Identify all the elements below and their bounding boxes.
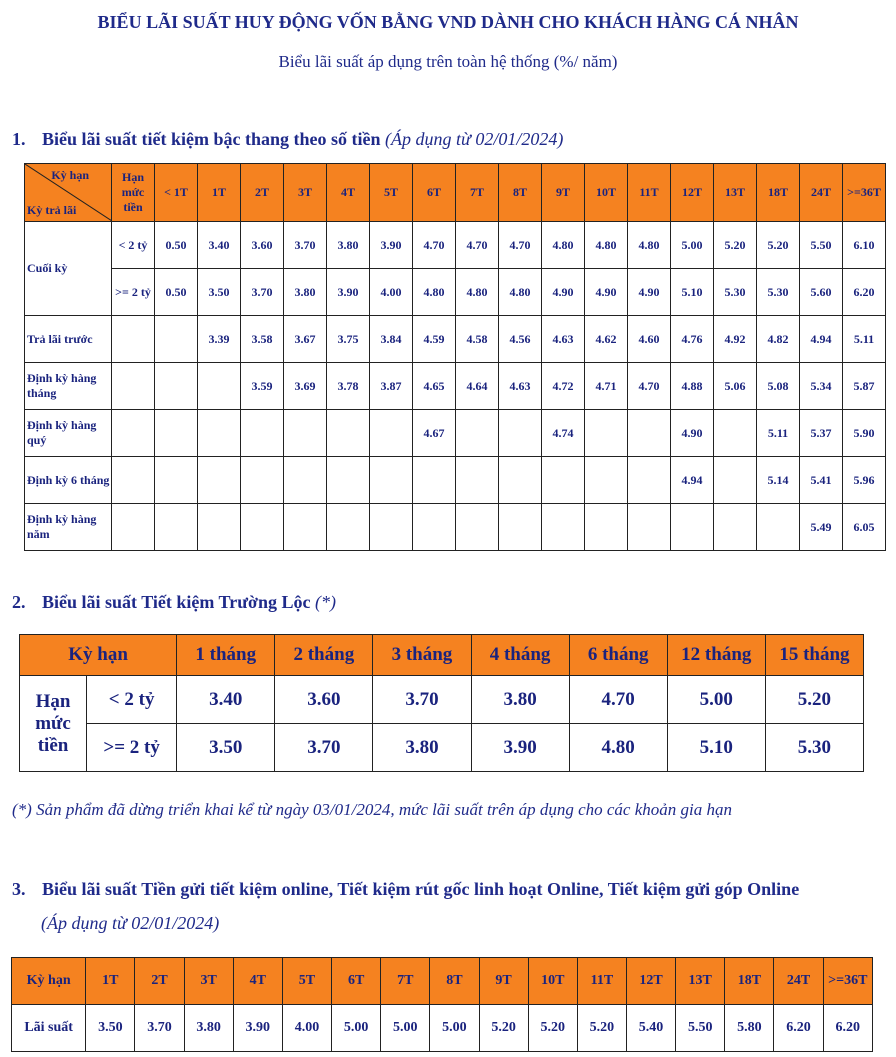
rate-cell: 5.11 [843,316,886,363]
rate-cell: 4.64 [456,363,499,410]
rate-cell: 3.70 [275,724,373,772]
rate-cell: 5.20 [577,1005,626,1052]
online-savings-table [11,957,873,1052]
term-header-cell: 12 tháng [667,635,765,676]
term-header-cell: 5T [370,164,413,222]
rate-cell: 6.10 [843,222,886,269]
rate-cell: 3.80 [184,1005,233,1052]
rate-cell: 3.90 [233,1005,282,1052]
rate-cell: 4.90 [628,269,671,316]
rate-cell: 5.37 [800,410,843,457]
table-header-row [20,635,864,676]
term-header-cell: 8T [430,958,479,1005]
rate-cell: 4.60 [628,316,671,363]
rate-cell: 5.60 [800,269,843,316]
rate-cell: 3.90 [327,269,370,316]
rate-cell: 3.59 [241,363,284,410]
table-row [20,724,864,772]
term-header-cell: 1T [86,958,135,1005]
rate-cell: 5.30 [714,269,757,316]
rate-cell [155,410,198,457]
rate-cell: 3.70 [241,269,284,316]
rate-cell: 3.80 [284,269,327,316]
term-header-cell: 4T [327,164,370,222]
rate-cell [198,457,241,504]
limit-cell: < 2 tỷ [87,676,177,724]
rate-cell [198,363,241,410]
rate-cell [155,457,198,504]
rate-cell [155,316,198,363]
term-header-cell: 11T [577,958,626,1005]
rate-cell: 6.20 [843,269,886,316]
rate-cell: 5.08 [757,363,800,410]
term-header-cell: 6T [413,164,456,222]
row-label: Định kỳ hàng quý [25,410,112,457]
rate-cell [370,504,413,551]
term-header-cell: 4 tháng [471,635,569,676]
term-header-cell: 12T [671,164,714,222]
rate-cell [456,504,499,551]
row-label: Định kỳ hàng tháng [25,363,112,410]
rate-cell: 5.00 [671,222,714,269]
term-header-cell: 18T [725,958,774,1005]
limit-cell: >= 2 tỷ [112,269,155,316]
rate-cell [155,504,198,551]
rate-cell [327,410,370,457]
rate-cell: 3.69 [284,363,327,410]
table-row [25,222,886,269]
limit-cell [112,457,155,504]
table-row [20,676,864,724]
section2-note: (*) Sản phẩm đã dừng triển khai kể từ ngày 03/01/2024, mức lãi suất trên áp dụng cho các khoản gia hạn [12,800,732,819]
diagonal-header-cell [25,164,112,222]
term-header-cell: 13T [676,958,725,1005]
table-row [25,363,886,410]
section3-title: Biểu lãi suất Tiền gửi tiết kiệm online, Tiết kiệm rút gốc linh hoạt Online, Tiết kiệm gửi góp Online [42,879,800,899]
rate-cell: 4.82 [757,316,800,363]
rate-cell [714,504,757,551]
rate-cell [155,363,198,410]
rate-cell [714,410,757,457]
term-header-cell: 2T [135,958,184,1005]
rate-cell: 5.34 [800,363,843,410]
limit-group-label: Hạn mức tiền [20,676,87,772]
section2-mark: (*) [314,592,336,612]
rate-cell: 3.67 [284,316,327,363]
rate-cell [628,410,671,457]
rate-cell: 5.10 [667,724,765,772]
rate-cell [413,457,456,504]
rate-cell [585,457,628,504]
rate-cell: 3.90 [370,222,413,269]
rate-cell [499,457,542,504]
rate-cell: 5.20 [528,1005,577,1052]
rate-cell: 5.50 [676,1005,725,1052]
rate-cell [628,457,671,504]
term-header-cell: < 1T [155,164,198,222]
row-label: Định kỳ hàng năm [25,504,112,551]
rate-cell: 5.00 [381,1005,430,1052]
tiered-savings-table [24,163,886,551]
rate-cell: 5.20 [714,222,757,269]
rate-cell: 4.63 [542,316,585,363]
rate-cell: 3.60 [275,676,373,724]
rate-cell: 4.80 [628,222,671,269]
rate-cell: 3.50 [198,269,241,316]
rate-cell: 5.87 [843,363,886,410]
rate-cell: 5.14 [757,457,800,504]
rate-cell: 5.20 [757,222,800,269]
rate-cell: 4.76 [671,316,714,363]
term-header-cell: 15 tháng [765,635,863,676]
rate-cell: 3.60 [241,222,284,269]
rate-cell: 3.84 [370,316,413,363]
rate-cell: 3.50 [177,724,275,772]
table-header-row [12,958,873,1005]
rate-cell: 4.80 [542,222,585,269]
rate-cell [585,504,628,551]
rate-cell: 4.90 [585,269,628,316]
rate-cell: 4.80 [456,269,499,316]
term-header: Kỳ hạn [20,635,177,676]
rate-cell: 5.50 [800,222,843,269]
rate-cell [327,504,370,551]
rate-cell [671,504,714,551]
term-header-cell: 3T [184,958,233,1005]
rate-cell: 5.20 [479,1005,528,1052]
limit-cell [112,316,155,363]
rate-cell: 5.20 [765,676,863,724]
table-row [25,457,886,504]
rate-cell: 3.80 [373,724,471,772]
rate-cell: 3.75 [327,316,370,363]
rate-cell [284,410,327,457]
rate-cell: 3.70 [373,676,471,724]
rate-cell: 3.87 [370,363,413,410]
rate-cell: 5.00 [332,1005,381,1052]
term-header-cell: 5T [282,958,331,1005]
rate-cell: 5.90 [843,410,886,457]
rate-cell: 3.40 [177,676,275,724]
term-header-cell: 3 tháng [373,635,471,676]
term-header-cell: 10T [528,958,577,1005]
rate-cell [499,410,542,457]
term-header-cell: 10T [585,164,628,222]
rate-cell: 4.72 [542,363,585,410]
limit-cell: < 2 tỷ [112,222,155,269]
rate-cell: 0.50 [155,269,198,316]
table-row [25,316,886,363]
rate-cell: 6.05 [843,504,886,551]
rate-cell [284,457,327,504]
row-label: Trả lãi trước [25,316,112,363]
rate-cell [241,410,284,457]
rate-cell: 5.30 [765,724,863,772]
table-header-row [25,164,886,222]
section1-number: 1. [12,129,26,149]
rate-cell: 0.50 [155,222,198,269]
rate-cell: 3.50 [86,1005,135,1052]
section2-number: 2. [12,592,26,612]
rate-cell [198,410,241,457]
term-header-cell: 1T [198,164,241,222]
table-row [25,410,886,457]
corner-term-label: Kỳ hạn [51,168,89,182]
rate-cell: 4.56 [499,316,542,363]
rate-cell: 4.80 [585,222,628,269]
rate-cell [241,504,284,551]
rate-label: Lãi suất [12,1005,86,1052]
term-header-cell: 6 tháng [569,635,667,676]
page-subtitle: Biểu lãi suất áp dụng trên toàn hệ thống (%/ năm) [278,52,618,71]
section3-heading [12,879,799,900]
rate-cell: 3.70 [135,1005,184,1052]
rate-cell: 4.62 [585,316,628,363]
rate-cell: 3.90 [471,724,569,772]
rate-cell: 5.40 [626,1005,675,1052]
rate-cell: 4.88 [671,363,714,410]
row-label: Cuối kỳ [25,222,112,316]
rate-cell: 5.80 [725,1005,774,1052]
rate-cell: 5.10 [671,269,714,316]
rate-cell: 4.90 [542,269,585,316]
section2-title: Biểu lãi suất Tiết kiệm Trường Lộc [42,592,311,612]
rate-cell: 4.70 [499,222,542,269]
rate-cell: 4.94 [671,457,714,504]
rate-cell: 4.70 [456,222,499,269]
term-header-cell: >=36T [823,958,872,1005]
rate-cell: 5.30 [757,269,800,316]
rate-cell: 4.00 [370,269,413,316]
term-header-cell: >=36T [843,164,886,222]
page-title: BIỂU LÃI SUẤT HUY ĐỘNG VỐN BẰNG VND DÀNH CHO KHÁCH HÀNG CÁ NHÂN [97,12,799,32]
rate-cell: 3.80 [327,222,370,269]
term-header-cell: 8T [499,164,542,222]
rate-cell: 4.80 [569,724,667,772]
rate-cell: 5.00 [667,676,765,724]
rate-cell [198,504,241,551]
table-row [25,504,886,551]
rate-cell: 3.80 [471,676,569,724]
term-header-cell: 11T [628,164,671,222]
term-header-cell: 18T [757,164,800,222]
rate-cell [456,457,499,504]
section1-heading [12,129,563,150]
rate-cell: 4.58 [456,316,499,363]
rate-cell: 4.70 [569,676,667,724]
rate-cell: 5.41 [800,457,843,504]
rate-cell: 4.80 [413,269,456,316]
rate-cell [241,457,284,504]
rate-cell: 4.67 [413,410,456,457]
rate-cell [370,410,413,457]
rate-cell: 4.71 [585,363,628,410]
term-header-cell: 24T [800,164,843,222]
rate-cell: 6.20 [774,1005,823,1052]
rate-cell: 4.00 [282,1005,331,1052]
term-header-cell: 24T [774,958,823,1005]
term-header-cell: 2 tháng [275,635,373,676]
rate-cell [585,410,628,457]
rate-cell: 3.40 [198,222,241,269]
term-header-cell: 12T [626,958,675,1005]
term-header-cell: 1 tháng [177,635,275,676]
rate-cell [284,504,327,551]
term-header-cell: 9T [479,958,528,1005]
term-header-cell: 7T [456,164,499,222]
rate-cell: 4.74 [542,410,585,457]
rate-cell [628,504,671,551]
rate-cell: 5.11 [757,410,800,457]
rate-cell: 3.70 [284,222,327,269]
limit-cell: >= 2 tỷ [87,724,177,772]
row-label: Định kỳ 6 tháng [25,457,112,504]
rate-cell [456,410,499,457]
rate-cell: 4.70 [628,363,671,410]
rate-cell [413,504,456,551]
term-header: Kỳ hạn [12,958,86,1005]
rate-cell: 4.80 [499,269,542,316]
limit-cell [112,410,155,457]
rate-cell [757,504,800,551]
term-header-cell: 3T [284,164,327,222]
rate-cell: 3.78 [327,363,370,410]
rate-cell: 5.00 [430,1005,479,1052]
rate-cell: 5.96 [843,457,886,504]
term-header-cell: 2T [241,164,284,222]
rate-cell: 5.06 [714,363,757,410]
term-header-cell: 13T [714,164,757,222]
rate-cell [542,457,585,504]
rate-cell: 4.70 [413,222,456,269]
rate-cell [714,457,757,504]
section3-number: 3. [12,879,26,899]
table-row [25,269,886,316]
truong-loc-table [19,634,864,772]
rate-cell: 4.65 [413,363,456,410]
term-header-cell: 9T [542,164,585,222]
limit-cell [112,363,155,410]
rate-cell [370,457,413,504]
rate-cell: 4.63 [499,363,542,410]
rate-cell [542,504,585,551]
limit-header: Hạn mức tiền [112,164,155,222]
rate-cell: 5.49 [800,504,843,551]
corner-interest-label: Kỳ trả lãi [27,203,77,217]
rate-cell: 4.90 [671,410,714,457]
rate-cell: 4.92 [714,316,757,363]
rate-cell: 3.39 [198,316,241,363]
term-header-cell: 6T [332,958,381,1005]
rate-cell: 3.58 [241,316,284,363]
section2-heading [12,592,336,613]
term-header-cell: 7T [381,958,430,1005]
limit-cell [112,504,155,551]
rate-row [12,1005,873,1052]
section1-applied: (Áp dụng từ 02/01/2024) [385,129,564,149]
term-header-cell: 4T [233,958,282,1005]
section1-title: Biểu lãi suất tiết kiệm bậc thang theo số tiền [42,129,381,149]
rate-cell: 6.20 [823,1005,872,1052]
rate-cell [499,504,542,551]
rate-cell [327,457,370,504]
section3-applied: (Áp dụng từ 02/01/2024) [41,913,220,933]
rate-cell: 4.94 [800,316,843,363]
rate-cell: 4.59 [413,316,456,363]
